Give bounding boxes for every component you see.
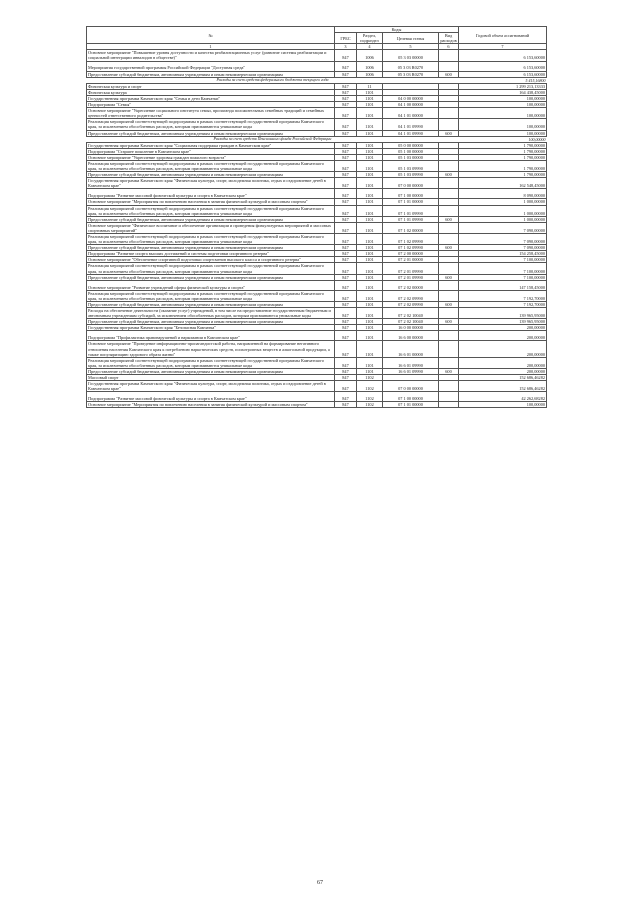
row-razdel: 1006 bbox=[357, 71, 383, 77]
row-razdel: 1101 bbox=[357, 234, 383, 245]
row-name: Государственная программа Камчатского края "Безопасная Камчатка" bbox=[87, 325, 335, 331]
table-row bbox=[87, 402, 547, 408]
row-target: 05 1 03 00000 bbox=[383, 154, 439, 160]
row-sum: 200,00000 bbox=[459, 368, 547, 374]
table-row bbox=[87, 280, 547, 290]
row-vid bbox=[439, 119, 459, 130]
row-sum: 152 686,46282 bbox=[459, 374, 547, 380]
row-grbs: 847 bbox=[335, 199, 357, 205]
row-target: 04 1 01 09990 bbox=[383, 130, 439, 136]
row-name: Основное мероприятие "Обеспечение спортивной подготовки спортсменов высокого класса и спортивного резерва" bbox=[87, 257, 335, 263]
funding-note-text: Расходы за счет средств Пенсионного фонда Российской Федерации bbox=[87, 136, 459, 142]
row-razdel: 1101 bbox=[357, 102, 383, 108]
row-sum: 7 100,00000 bbox=[459, 257, 547, 263]
row-name: Государственная программа Камчатского края "Семья и дети Камчатки" bbox=[87, 95, 335, 101]
row-target: 16 6 01 09990 bbox=[383, 368, 439, 374]
row-name: Реализация мероприятий соответствующей подпрограммы в рамках соответствующей государственной программы Камчатского края, за исключением обособленных расходов, которым присваиваются уникальные коды bbox=[87, 205, 335, 216]
row-sum: 100,00000 bbox=[459, 119, 547, 130]
row-grbs: 847 bbox=[335, 251, 357, 257]
row-sum: 147 158,45000 bbox=[459, 280, 547, 290]
row-grbs: 847 bbox=[335, 381, 357, 392]
row-grbs: 847 bbox=[335, 178, 357, 189]
row-target: 07 1 00 00000 bbox=[383, 189, 439, 199]
row-target: 07 2 02 10040 bbox=[383, 308, 439, 319]
table-row bbox=[87, 50, 547, 61]
row-grbs: 847 bbox=[335, 95, 357, 101]
table-row bbox=[87, 160, 547, 171]
table-row bbox=[87, 290, 547, 301]
row-name: Государственная программа Камчатского края "Физическая культура, спорт, молодежная политика, отдых и оздоровление детей в Камчатском крае" bbox=[87, 381, 335, 392]
row-target: 07 1 01 09990 bbox=[383, 205, 439, 216]
row-sum: 1 000,00000 bbox=[459, 216, 547, 222]
row-name: Подпрограмма "Семья" bbox=[87, 102, 335, 108]
row-target: 04 1 01 00000 bbox=[383, 108, 439, 119]
row-name: Предоставление субсидий бюджетным, автономным учреждениям и иным некоммерческим организациям bbox=[87, 245, 335, 251]
row-vid bbox=[439, 178, 459, 189]
row-sum: 7 192,70000 bbox=[459, 301, 547, 307]
header-target: Целевая статья bbox=[383, 33, 439, 44]
row-razdel: 1101 bbox=[357, 172, 383, 178]
row-razdel: 1101 bbox=[357, 368, 383, 374]
row-razdel: 1101 bbox=[357, 108, 383, 119]
column-number: 3 bbox=[335, 44, 357, 50]
funding-note-text: Расходы за счет средств федерального бюджета текущего года bbox=[87, 77, 459, 83]
row-name: Подпрограмма "Развитие спорта высших достижений и системы подготовки спортивного резерва" bbox=[87, 251, 335, 257]
row-vid bbox=[439, 331, 459, 341]
row-razdel: 1101 bbox=[357, 325, 383, 331]
row-razdel: 1101 bbox=[357, 274, 383, 280]
row-name: Основное мероприятие "Повышение уровня доступности и качества реабилитационных услуг (развитие системы реабилитации и социальной интеграции инвалидов в обществе)" bbox=[87, 50, 335, 61]
row-vid: 600 bbox=[439, 71, 459, 77]
row-vid: 600 bbox=[439, 301, 459, 307]
row-name: Предоставление субсидий бюджетным, автономным учреждениям и иным некоммерческим организациям bbox=[87, 172, 335, 178]
table-row bbox=[87, 119, 547, 130]
row-name: Основное мероприятие "Физическое воспитание и обеспечение организации и проведения физкультурных мероприятий и массовых спортивных мероприятий" bbox=[87, 222, 335, 233]
row-sum: 1 790,00000 bbox=[459, 154, 547, 160]
row-sum: 1 790,00000 bbox=[459, 148, 547, 154]
row-razdel: 1101 bbox=[357, 199, 383, 205]
row-grbs: 847 bbox=[335, 119, 357, 130]
row-razdel: 1102 bbox=[357, 381, 383, 392]
row-target: 07 2 02 00000 bbox=[383, 280, 439, 290]
row-razdel: 1101 bbox=[357, 331, 383, 341]
row-target: 05 1 03 09990 bbox=[383, 172, 439, 178]
column-number: 4 bbox=[357, 44, 383, 50]
row-vid bbox=[439, 61, 459, 71]
row-name: Физическая культура bbox=[87, 89, 335, 95]
header-volume: Годовой объем ассигнований bbox=[459, 27, 547, 44]
row-grbs: 847 bbox=[335, 368, 357, 374]
row-vid bbox=[439, 381, 459, 392]
header-num: № bbox=[87, 27, 335, 44]
row-name: Основное мероприятие "Проведение информационно-пропагандистской работы, направленной на формирование негативного отношения населения Камчатского края к потреблению наркотических средств, психотропных веществ и алкогольной продукции, а также популяризацию здорового образа жизни" bbox=[87, 341, 335, 357]
row-vid bbox=[439, 402, 459, 408]
row-sum: 100,00000 bbox=[459, 402, 547, 408]
row-name: Основное мероприятие "Укрепление здоровья граждан пожилого возраста" bbox=[87, 154, 335, 160]
row-target: 05 0 00 00000 bbox=[383, 142, 439, 148]
row-sum: 1 790,00000 bbox=[459, 160, 547, 171]
row-name: Основное мероприятие "Развитие учреждений сферы физической культуры и спорта" bbox=[87, 280, 335, 290]
page-number: 67 bbox=[317, 880, 323, 886]
row-name: Подпрограмма "Профилактика правонарушений и наркомании в Камчатском крае" bbox=[87, 331, 335, 341]
row-grbs: 847 bbox=[335, 257, 357, 263]
row-vid: 600 bbox=[439, 130, 459, 136]
row-grbs: 847 bbox=[335, 205, 357, 216]
row-razdel: 1101 bbox=[357, 251, 383, 257]
row-razdel: 1102 bbox=[357, 374, 383, 380]
table-row bbox=[87, 381, 547, 392]
row-razdel: 1101 bbox=[357, 89, 383, 95]
row-grbs: 847 bbox=[335, 160, 357, 171]
row-grbs: 847 bbox=[335, 263, 357, 274]
row-name: Основное мероприятие "Мероприятия по вовлечению населения в занятия физической культурой и массовым спортом" bbox=[87, 199, 335, 205]
row-vid: 600 bbox=[439, 274, 459, 280]
row-razdel: 1101 bbox=[357, 280, 383, 290]
row-grbs: 847 bbox=[335, 341, 357, 357]
row-target: 07 2 01 09990 bbox=[383, 274, 439, 280]
row-sum: 7 090,00000 bbox=[459, 245, 547, 251]
row-sum: 164 438,45000 bbox=[459, 89, 547, 95]
row-target: 05 3 03 R0270 bbox=[383, 61, 439, 71]
row-sum: 139 965,95000 bbox=[459, 308, 547, 319]
row-vid: 600 bbox=[439, 245, 459, 251]
row-name: Реализация мероприятий соответствующей подпрограммы в рамках соответствующей государственной программы Камчатского края, за исключением обособленных расходов, которым присваиваются уникальные коды bbox=[87, 119, 335, 130]
row-name: Реализация мероприятий соответствующей подпрограммы в рамках соответствующей государственной программы Камчатского края, за исключением обособленных расходов, которым присваиваются уникальные коды bbox=[87, 263, 335, 274]
column-number: 6 bbox=[439, 44, 459, 50]
row-vid bbox=[439, 263, 459, 274]
row-target: 07 1 01 09990 bbox=[383, 216, 439, 222]
row-target: 07 2 02 09990 bbox=[383, 301, 439, 307]
row-grbs: 847 bbox=[335, 280, 357, 290]
row-grbs: 847 bbox=[335, 290, 357, 301]
row-razdel: 1101 bbox=[357, 130, 383, 136]
row-sum: 1 299 213,13333 bbox=[459, 83, 547, 89]
row-grbs: 847 bbox=[335, 331, 357, 341]
row-sum: 162 548,45000 bbox=[459, 178, 547, 189]
row-vid bbox=[439, 234, 459, 245]
row-sum: 7 100,00000 bbox=[459, 263, 547, 274]
table-row bbox=[87, 222, 547, 233]
row-grbs: 847 bbox=[335, 301, 357, 307]
row-name: Основное мероприятие "Мероприятия по вовлечению населения в занятия физической культурой и массовым спортом" bbox=[87, 402, 335, 408]
table-row bbox=[87, 392, 547, 402]
row-razdel: 1101 bbox=[357, 142, 383, 148]
row-target: 05 1 00 00000 bbox=[383, 148, 439, 154]
row-grbs: 847 bbox=[335, 89, 357, 95]
row-vid bbox=[439, 222, 459, 233]
row-grbs: 847 bbox=[335, 71, 357, 77]
table-row bbox=[87, 205, 547, 216]
row-grbs: 847 bbox=[335, 216, 357, 222]
row-vid bbox=[439, 308, 459, 319]
table-row bbox=[87, 331, 547, 341]
row-target: 07 1 00 00000 bbox=[383, 392, 439, 402]
row-name: Подпрограмма "Старшее поколение в Камчатском крае" bbox=[87, 148, 335, 154]
row-grbs: 847 bbox=[335, 189, 357, 199]
funding-note-value: 100,00000 bbox=[459, 136, 547, 142]
row-sum: 7 192,70000 bbox=[459, 290, 547, 301]
row-name: Реализация мероприятий соответствующей подпрограммы в рамках соответствующей государственной программы Камчатского края, за исключением обособленных расходов, которым присваиваются уникальные коды bbox=[87, 290, 335, 301]
row-sum: 100,00000 bbox=[459, 108, 547, 119]
row-target: 07 0 00 00000 bbox=[383, 178, 439, 189]
row-grbs: 847 bbox=[335, 83, 357, 89]
row-target: 04 1 01 09990 bbox=[383, 119, 439, 130]
header-grbs: ГРБС bbox=[335, 33, 357, 44]
row-razdel: 1101 bbox=[357, 290, 383, 301]
row-grbs: 847 bbox=[335, 222, 357, 233]
row-name: Предоставление субсидий бюджетным, автономным учреждениям и иным некоммерческим организациям bbox=[87, 130, 335, 136]
row-name: Подпрограмма "Развитие массовой физической культуры и спорта в Камчатском крае" bbox=[87, 392, 335, 402]
row-target: 07 2 01 09990 bbox=[383, 263, 439, 274]
row-razdel: 1101 bbox=[357, 301, 383, 307]
row-razdel: 1102 bbox=[357, 402, 383, 408]
row-sum: 6 153,60000 bbox=[459, 71, 547, 77]
row-name: Государственная программа Камчатского края "Социальная поддержка граждан в Камчатском крае" bbox=[87, 142, 335, 148]
row-vid: 600 bbox=[439, 172, 459, 178]
column-number: 1 bbox=[87, 44, 335, 50]
row-grbs: 847 bbox=[335, 154, 357, 160]
funding-note-value: 5 415,16800 bbox=[459, 77, 547, 83]
row-target: 04 0 00 00000 bbox=[383, 95, 439, 101]
row-name: Государственная программа Камчатского края "Физическая культура, спорт, молодежная политика, отдых и оздоровление детей в Камчатском крае" bbox=[87, 178, 335, 189]
row-target: 16 6 01 09990 bbox=[383, 357, 439, 368]
row-name: Физическая культура и спорт bbox=[87, 83, 335, 89]
row-name: Предоставление субсидий бюджетным, автономным учреждениям и иным некоммерческим организациям bbox=[87, 274, 335, 280]
row-razdel: 1101 bbox=[357, 154, 383, 160]
row-vid bbox=[439, 341, 459, 357]
row-grbs: 847 bbox=[335, 392, 357, 402]
row-vid bbox=[439, 290, 459, 301]
row-sum: 6 153,60000 bbox=[459, 50, 547, 61]
row-name: Основное мероприятие "Укрепление социального института семьи, пропаганда положительных семейных традиций и семейных ценностей ответственного родительства" bbox=[87, 108, 335, 119]
row-grbs: 847 bbox=[335, 245, 357, 251]
row-name: Мероприятия государственной программы Российской Федерации "Доступная среда" bbox=[87, 61, 335, 71]
table-row bbox=[87, 234, 547, 245]
row-vid: 600 bbox=[439, 368, 459, 374]
row-vid bbox=[439, 280, 459, 290]
row-sum: 1 790,00000 bbox=[459, 172, 547, 178]
row-grbs: 847 bbox=[335, 142, 357, 148]
row-sum: 42 262,68282 bbox=[459, 392, 547, 402]
row-name: Предоставление субсидий бюджетным, автономным учреждениям и иным некоммерческим организациям bbox=[87, 216, 335, 222]
row-sum: 200,00000 bbox=[459, 341, 547, 357]
table-row bbox=[87, 189, 547, 199]
row-sum: 200,00000 bbox=[459, 325, 547, 331]
row-name: Реализация мероприятий соответствующей подпрограммы в рамках соответствующей государственной программы Камчатского края, за исключением обособленных расходов, которым присваиваются уникальные коды bbox=[87, 234, 335, 245]
row-vid bbox=[439, 392, 459, 402]
row-razdel: 1102 bbox=[357, 392, 383, 402]
row-grbs: 847 bbox=[335, 357, 357, 368]
row-grbs: 847 bbox=[335, 108, 357, 119]
row-razdel: 1101 bbox=[357, 216, 383, 222]
row-grbs: 847 bbox=[335, 274, 357, 280]
row-vid bbox=[439, 205, 459, 216]
row-grbs: 847 bbox=[335, 61, 357, 71]
row-sum: 7 090,00000 bbox=[459, 234, 547, 245]
row-target: 07 0 00 00000 bbox=[383, 381, 439, 392]
row-vid bbox=[439, 357, 459, 368]
row-name: Предоставление субсидий бюджетным, автономным учреждениям и иным некоммерческим организациям bbox=[87, 319, 335, 325]
row-target: 04 1 00 00000 bbox=[383, 102, 439, 108]
table-body bbox=[87, 50, 547, 408]
row-grbs: 847 bbox=[335, 148, 357, 154]
table-row bbox=[87, 178, 547, 189]
row-target: 05 3 03 00000 bbox=[383, 50, 439, 61]
row-razdel: 1006 bbox=[357, 50, 383, 61]
row-name: Подпрограмма "Развитие массовой физической культуры и спорта в Камчатском крае" bbox=[87, 189, 335, 199]
row-razdel: 1101 bbox=[357, 263, 383, 274]
row-grbs: 847 bbox=[335, 402, 357, 408]
row-target: 07 1 01 00000 bbox=[383, 402, 439, 408]
row-sum: 152 686,46282 bbox=[459, 381, 547, 392]
row-sum: 100,00000 bbox=[459, 102, 547, 108]
row-razdel: 1101 bbox=[357, 119, 383, 130]
row-razdel: 1101 bbox=[357, 148, 383, 154]
row-name: Предоставление субсидий бюджетным, автономным учреждениям и иным некоммерческим организациям bbox=[87, 71, 335, 77]
row-sum: 1 790,00000 bbox=[459, 142, 547, 148]
column-number: 5 bbox=[383, 44, 439, 50]
row-sum: 6 153,60000 bbox=[459, 61, 547, 71]
row-razdel: 1101 bbox=[357, 95, 383, 101]
row-target: 07 2 02 10040 bbox=[383, 319, 439, 325]
header-vid: Вид расходов bbox=[440, 33, 457, 44]
header-codes: Коды bbox=[335, 27, 459, 33]
row-razdel: 1101 bbox=[357, 160, 383, 171]
row-grbs: 847 bbox=[335, 374, 357, 380]
row-sum: 100,00000 bbox=[459, 130, 547, 136]
row-vid: 600 bbox=[439, 216, 459, 222]
row-vid bbox=[439, 108, 459, 119]
row-name: Предоставление субсидий бюджетным, автономным учреждениям и иным некоммерческим организациям bbox=[87, 301, 335, 307]
row-razdel: 11 bbox=[357, 83, 383, 89]
row-razdel: 1006 bbox=[357, 61, 383, 71]
row-vid bbox=[439, 50, 459, 61]
row-target: 07 2 02 09990 bbox=[383, 290, 439, 301]
row-target: 07 1 02 00000 bbox=[383, 222, 439, 233]
row-grbs: 847 bbox=[335, 308, 357, 319]
table-row bbox=[87, 61, 547, 71]
row-razdel: 1101 bbox=[357, 308, 383, 319]
row-name: Предоставление субсидий бюджетным, автономным учреждениям и иным некоммерческим организациям bbox=[87, 368, 335, 374]
row-razdel: 1101 bbox=[357, 319, 383, 325]
row-target: 16 6 01 00000 bbox=[383, 341, 439, 357]
header-razdel: Раздел, подраздел bbox=[357, 33, 383, 44]
row-razdel: 1101 bbox=[357, 341, 383, 357]
table-row bbox=[87, 108, 547, 119]
table-row bbox=[87, 357, 547, 368]
row-name: Массовый спорт bbox=[87, 374, 335, 380]
row-target: 05 3 03 R0270 bbox=[383, 71, 439, 77]
row-grbs: 847 bbox=[335, 319, 357, 325]
row-target: 16 6 00 00000 bbox=[383, 331, 439, 341]
row-sum: 1 000,00000 bbox=[459, 205, 547, 216]
row-razdel: 1101 bbox=[357, 189, 383, 199]
row-target: 07 1 02 09990 bbox=[383, 245, 439, 251]
row-sum: 7 090,00000 bbox=[459, 222, 547, 233]
row-razdel: 1101 bbox=[357, 178, 383, 189]
row-sum: 154 258,45000 bbox=[459, 251, 547, 257]
row-name: Расходы на обеспечение деятельности (оказание услуг) учреждений, в том числе на предоставление государственным бюджетным и автономным учреждениям субсидий, за исключением обособленных расходов, которым присваиваются уникальные коды bbox=[87, 308, 335, 319]
row-sum: 200,00000 bbox=[459, 331, 547, 341]
row-grbs: 847 bbox=[335, 234, 357, 245]
row-grbs: 847 bbox=[335, 50, 357, 61]
row-razdel: 1101 bbox=[357, 245, 383, 251]
row-target: 05 1 03 09990 bbox=[383, 160, 439, 171]
row-sum: 8 090,00000 bbox=[459, 189, 547, 199]
row-vid bbox=[439, 189, 459, 199]
row-razdel: 1101 bbox=[357, 257, 383, 263]
row-name: Реализация мероприятий соответствующей подпрограммы в рамках соответствующей государственной программы Камчатского края, за исключением обособленных расходов, которым присваиваются уникальные коды bbox=[87, 160, 335, 171]
row-vid: 600 bbox=[439, 319, 459, 325]
row-target: 07 1 01 00000 bbox=[383, 199, 439, 205]
row-grbs: 847 bbox=[335, 130, 357, 136]
budget-table bbox=[86, 26, 547, 408]
row-grbs: 847 bbox=[335, 325, 357, 331]
row-target: 07 1 02 09990 bbox=[383, 234, 439, 245]
row-grbs: 847 bbox=[335, 172, 357, 178]
table-row bbox=[87, 341, 547, 357]
row-razdel: 1101 bbox=[357, 205, 383, 216]
table-row bbox=[87, 308, 547, 319]
row-sum: 7 100,00000 bbox=[459, 274, 547, 280]
row-target: 07 2 00 00000 bbox=[383, 251, 439, 257]
row-sum: 200,00000 bbox=[459, 357, 547, 368]
row-target: 16 0 00 00000 bbox=[383, 325, 439, 331]
row-vid bbox=[439, 160, 459, 171]
row-sum: 100,00000 bbox=[459, 95, 547, 101]
table-row bbox=[87, 263, 547, 274]
row-razdel: 1101 bbox=[357, 357, 383, 368]
row-grbs: 847 bbox=[335, 102, 357, 108]
row-sum: 1 000,00000 bbox=[459, 199, 547, 205]
row-target: 07 2 01 00000 bbox=[383, 257, 439, 263]
row-sum: 139 965,95000 bbox=[459, 319, 547, 325]
column-number: 7 bbox=[459, 44, 547, 50]
row-name: Реализация мероприятий соответствующей подпрограммы в рамках соответствующей государственной программы Камчатского края, за исключением обособленных расходов, которым присваиваются уникальные коды bbox=[87, 357, 335, 368]
row-razdel: 1101 bbox=[357, 222, 383, 233]
